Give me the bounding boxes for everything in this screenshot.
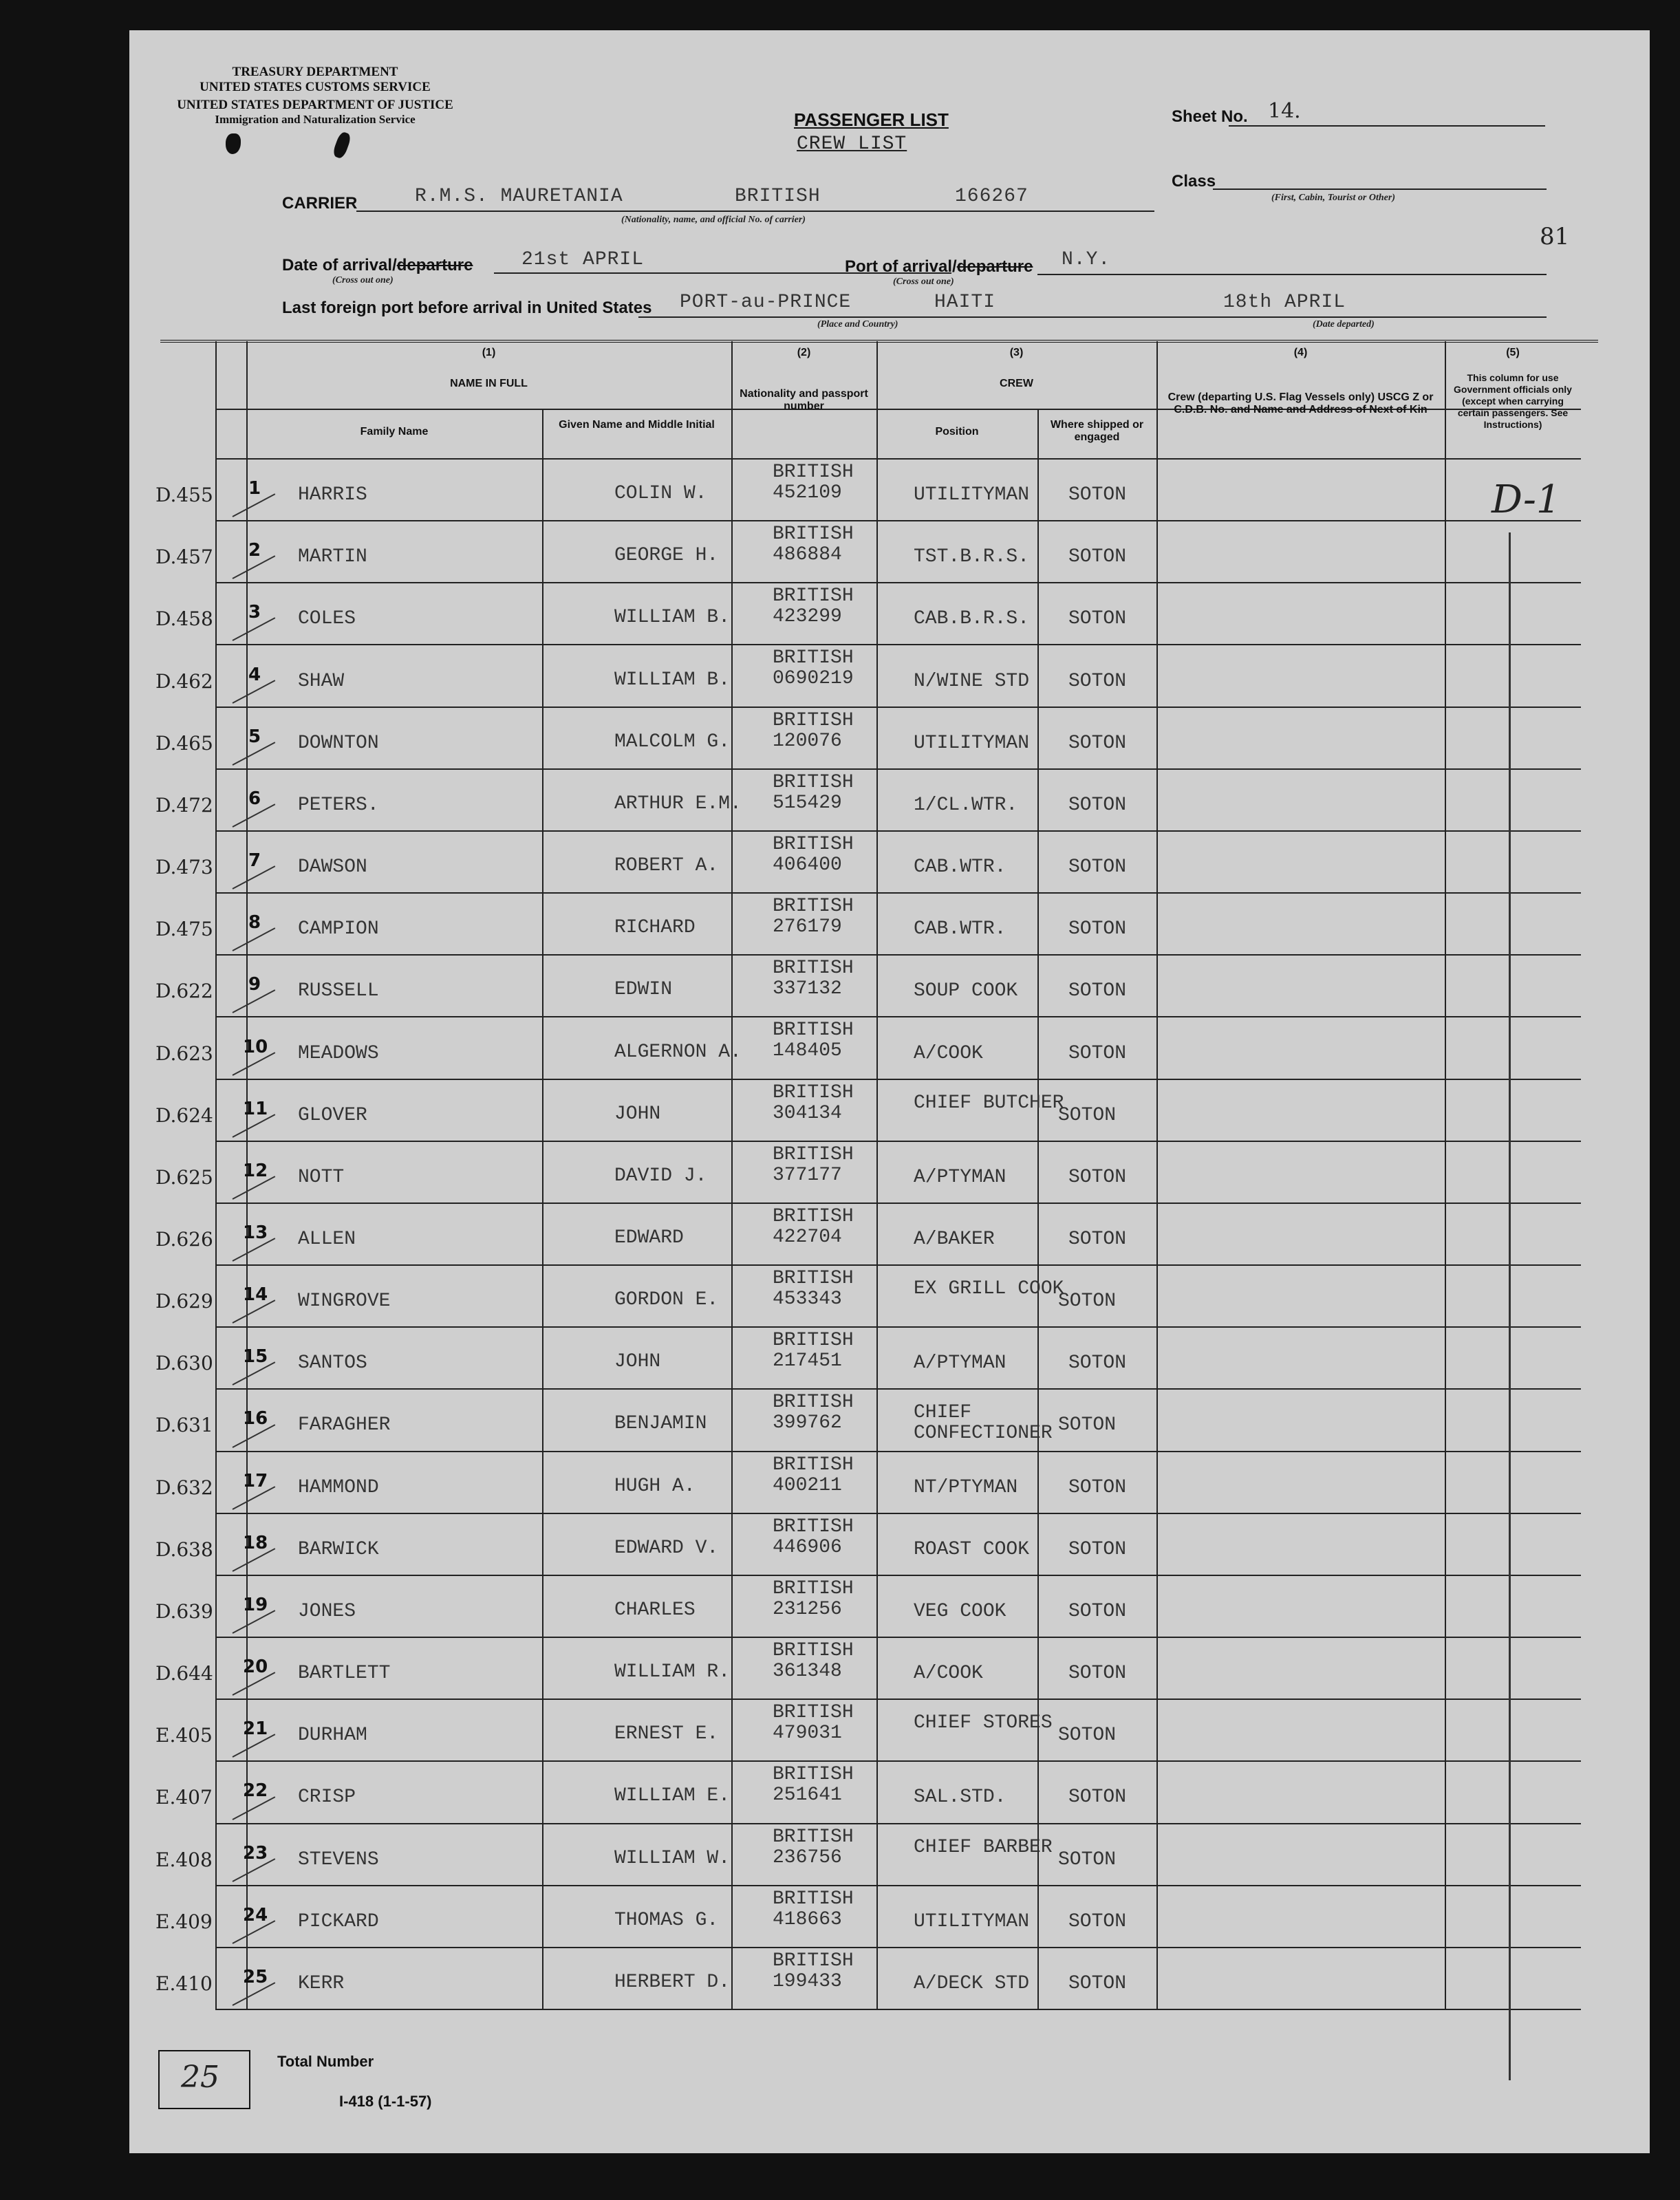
family-name: COLES (298, 608, 356, 629)
nationality: BRITISH (773, 524, 854, 545)
passport-number: 251641 (773, 1784, 842, 1806)
passport-number: 361348 (773, 1661, 842, 1682)
nationality: BRITISH (773, 1454, 854, 1476)
col5-title: This column for use Government officials only (except when carrying certain passengers. See Instructions) (1454, 372, 1572, 430)
crew-position: ROAST COOK (914, 1539, 1030, 1560)
given-name: BENJAMIN (614, 1413, 707, 1434)
family-name: DURHAM (298, 1725, 367, 1746)
given-name: EDWIN (614, 979, 673, 1000)
where-shipped: SOTON (1068, 1352, 1127, 1374)
crew-list-title: CREW LIST (797, 133, 907, 155)
given-name: HUGH A. (614, 1476, 696, 1497)
sheet-no-label: Sheet No. (1172, 107, 1248, 126)
passport-number: 337132 (773, 978, 842, 1000)
row-number: 3 (248, 602, 261, 623)
family-name: NOTT (298, 1167, 345, 1188)
where-shipped: SOTON (1068, 608, 1127, 629)
passport-number: 422704 (773, 1227, 842, 1248)
given-name: THOMAS G. (614, 1910, 719, 1931)
row-reference: E.409 (155, 1910, 213, 1933)
customs-service: UNITED STATES CUSTOMS SERVICE (200, 80, 431, 94)
row-reference: E.410 (155, 1972, 213, 1995)
passport-number: 236756 (773, 1847, 842, 1868)
passenger-list-title: PASSENGER LIST (794, 109, 949, 130)
crew-position: TST.B.R.S. (914, 546, 1030, 568)
row-number: 24 (243, 1905, 268, 1926)
row-reference: D.462 (155, 670, 213, 693)
nationality: BRITISH (773, 1702, 854, 1723)
ins-service: Immigration and Naturalization Service (215, 113, 416, 126)
row-number: 10 (243, 1037, 268, 1057)
given-name: WILLIAM R. (614, 1661, 731, 1683)
where-shipped: SOTON (1068, 980, 1127, 1002)
crew-position: A/COOK (914, 1663, 983, 1684)
row-divider (215, 830, 1581, 832)
where-shipped: SOTON (1068, 918, 1127, 940)
row-number: 16 (243, 1408, 268, 1429)
row-reference: D.465 (155, 732, 213, 755)
passport-number: 217451 (773, 1350, 842, 1372)
row-number: 20 (243, 1657, 268, 1677)
row-reference: D.455 (155, 484, 213, 506)
nationality: BRITISH (773, 958, 854, 979)
form-number: I-418 (1-1-57) (339, 2093, 432, 2110)
passport-number: 452109 (773, 482, 842, 504)
class-hint: (First, Cabin, Tourist or Other) (1271, 193, 1395, 203)
nationality: BRITISH (773, 1082, 854, 1103)
row-reference: D.472 (155, 794, 213, 817)
row-divider (215, 892, 1581, 894)
passport-number: 276179 (773, 916, 842, 938)
where-shipped: SOTON (1058, 1105, 1117, 1126)
nationality: BRITISH (773, 1640, 854, 1661)
crew-position: A/COOK (914, 1043, 983, 1064)
passport-number: 377177 (773, 1165, 842, 1186)
family-name: WINGROVE (298, 1291, 391, 1312)
row-number: 14 (243, 1284, 268, 1305)
where-shipped: SOTON (1068, 1477, 1127, 1498)
row-number: 6 (248, 788, 261, 809)
nationality: BRITISH (773, 1888, 854, 1910)
row-divider (215, 1760, 1581, 1762)
nationality: BRITISH (773, 585, 854, 607)
col2-number: (2) (797, 347, 811, 358)
where-shipped: SOTON (1068, 484, 1127, 506)
row-divider (215, 520, 1581, 521)
row-reference: D.631 (155, 1414, 213, 1436)
crew-position: CHIEF BUTCHER (914, 1092, 1064, 1114)
row-divider (215, 1513, 1581, 1514)
nationality: BRITISH (773, 1020, 854, 1041)
sheet-no-value: 14. (1268, 99, 1301, 123)
row-number: 2 (248, 540, 261, 561)
carrier-hint: (Nationality, name, and official No. of carrier) (621, 215, 806, 225)
row-divider (215, 582, 1581, 583)
carrier-official-no: 166267 (955, 186, 1029, 207)
where-shipped: SOTON (1058, 1725, 1117, 1746)
family-name: CAMPION (298, 918, 379, 940)
nationality: BRITISH (773, 1268, 854, 1289)
crew-position: UTILITYMAN (914, 1911, 1030, 1932)
row-divider (215, 1823, 1581, 1824)
date-departed-hint: (Date departed) (1313, 319, 1375, 330)
date-arrival-hint: (Cross out one) (332, 275, 394, 285)
port-arrival-hint: (Cross out one) (893, 277, 954, 287)
col1-title: NAME IN FULL (450, 378, 528, 389)
annotation-line (1509, 532, 1511, 2080)
given-name: ROBERT A. (614, 855, 719, 876)
row-reference: D.639 (155, 1600, 213, 1623)
col5-number: (5) (1506, 347, 1520, 358)
col-where-shipped: Where shipped or engaged (1050, 419, 1144, 443)
where-shipped: SOTON (1068, 1539, 1127, 1560)
where-shipped: SOTON (1058, 1414, 1117, 1436)
col3-number: (3) (1009, 347, 1024, 358)
row-number: 15 (243, 1346, 268, 1367)
passport-number: 304134 (773, 1103, 842, 1124)
row-reference: D.457 (155, 546, 213, 568)
passport-number: 418663 (773, 1909, 842, 1930)
nationality: BRITISH (773, 647, 854, 669)
given-name: COLIN W. (614, 483, 707, 504)
crew-position: UTILITYMAN (914, 733, 1030, 754)
nationality: BRITISH (773, 1826, 854, 1848)
crew-position: CAB.B.R.S. (914, 608, 1030, 629)
passport-number: 400211 (773, 1475, 842, 1496)
last-port-value: PORT-au-PRINCE (680, 292, 852, 313)
last-port-label: Last foreign port before arrival in United States (282, 299, 652, 317)
where-shipped: SOTON (1068, 856, 1127, 878)
where-shipped: SOTON (1058, 1291, 1117, 1312)
nationality: BRITISH (773, 1392, 854, 1413)
where-shipped: SOTON (1068, 1663, 1127, 1684)
crew-position: A/PTYMAN (914, 1167, 1006, 1188)
family-name: DOWNTON (298, 733, 379, 754)
col-family-name: Family Name (360, 426, 429, 438)
nationality: BRITISH (773, 710, 854, 731)
crew-position: SOUP COOK (914, 980, 1018, 1002)
row-reference: E.405 (155, 1724, 213, 1747)
row-number: 1 (248, 478, 261, 499)
total-value: 25 (181, 2060, 219, 2095)
ink-blot-icon (226, 133, 241, 154)
family-name: SANTOS (298, 1352, 367, 1374)
crew-position: A/DECK STD (914, 1973, 1030, 1994)
where-shipped: SOTON (1068, 1229, 1127, 1250)
given-name: DAVID J. (614, 1165, 707, 1187)
given-name: ARTHUR E.M. (614, 793, 742, 815)
family-name: HARRIS (298, 484, 367, 506)
where-shipped: SOTON (1068, 1167, 1127, 1188)
row-divider (215, 768, 1581, 770)
justice-dept: UNITED STATES DEPARTMENT OF JUSTICE (177, 98, 453, 112)
row-number: 7 (248, 850, 261, 871)
family-name: MARTIN (298, 546, 367, 568)
passport-number: 231256 (773, 1599, 842, 1620)
nationality: BRITISH (773, 1516, 854, 1538)
crew-position: SAL.STD. (914, 1787, 1006, 1808)
row-divider (215, 1885, 1581, 1886)
row-divider (215, 1947, 1581, 1948)
passport-number: 406400 (773, 854, 842, 876)
crew-position: CHIEF STORES (914, 1712, 1053, 1734)
col5-annotation: D-1 (1491, 477, 1561, 522)
row-reference: D.475 (155, 918, 213, 940)
family-name: ALLEN (298, 1229, 356, 1250)
row-number: 8 (248, 912, 261, 933)
row-reference: D.644 (155, 1662, 213, 1685)
row-divider (215, 707, 1581, 708)
class-label: Class (1172, 172, 1216, 191)
row-divider (215, 1141, 1581, 1142)
given-name: ALGERNON A. (614, 1042, 742, 1063)
passport-number: 0690219 (773, 668, 854, 689)
row-reference: D.622 (155, 980, 213, 1002)
family-name: PICKARD (298, 1911, 379, 1932)
row-divider (215, 644, 1581, 645)
given-name: RICHARD (614, 917, 696, 938)
family-name: BARTLETT (298, 1663, 391, 1684)
given-name: JOHN (614, 1351, 661, 1372)
passport-number: 446906 (773, 1537, 842, 1558)
nationality: BRITISH (773, 1950, 854, 1972)
row-divider (215, 1326, 1581, 1328)
given-name: WILLIAM B. (614, 607, 731, 628)
date-arrival-value: 21st APRIL (521, 249, 645, 270)
last-port-country: HAITI (934, 292, 996, 313)
family-name: HAMMOND (298, 1477, 379, 1498)
passport-number: 486884 (773, 544, 842, 565)
carrier-nationality: BRITISH (735, 186, 821, 207)
row-divider (215, 1451, 1581, 1452)
family-name: BARWICK (298, 1539, 379, 1560)
nationality: BRITISH (773, 772, 854, 793)
row-divider (215, 1575, 1581, 1576)
given-name: WILLIAM W. (614, 1848, 731, 1869)
manifest-sheet (129, 30, 1650, 2153)
crew-position: NT/PTYMAN (914, 1477, 1018, 1498)
where-shipped: SOTON (1068, 1601, 1127, 1622)
crew-position: CHIEF CONFECTIONER (914, 1402, 1053, 1444)
total-label: Total Number (277, 2053, 374, 2070)
family-name: GLOVER (298, 1105, 367, 1126)
row-number: 18 (243, 1533, 268, 1553)
row-reference: D.626 (155, 1228, 213, 1251)
passport-number: 399762 (773, 1412, 842, 1434)
given-name: EDWARD V. (614, 1538, 719, 1559)
where-shipped: SOTON (1068, 671, 1127, 692)
treasury-dept: TREASURY DEPARTMENT (232, 65, 398, 79)
row-number: 17 (243, 1471, 268, 1491)
given-name: GEORGE H. (614, 545, 719, 566)
family-name: FARAGHER (298, 1414, 391, 1436)
date-departed-value: 18th APRIL (1223, 292, 1346, 313)
row-reference: E.407 (155, 1786, 213, 1809)
crew-position: UTILITYMAN (914, 484, 1030, 506)
family-name: MEADOWS (298, 1043, 379, 1064)
row-reference: D.625 (155, 1166, 213, 1189)
family-name: STEVENS (298, 1849, 379, 1870)
row-divider (215, 1079, 1581, 1080)
row-reference: D.624 (155, 1104, 213, 1127)
where-shipped: SOTON (1068, 546, 1127, 568)
port-arrival-value: N.Y. (1062, 249, 1111, 270)
page-number: 81 (1540, 223, 1570, 250)
crew-position: A/PTYMAN (914, 1352, 1006, 1374)
row-number: 9 (248, 974, 261, 995)
row-reference: D.629 (155, 1290, 213, 1313)
crew-position: A/BAKER (914, 1229, 995, 1250)
row-divider (215, 1388, 1581, 1390)
where-shipped: SOTON (1068, 1787, 1127, 1808)
row-number: 13 (243, 1222, 268, 1243)
passport-number: 515429 (773, 792, 842, 814)
last-port-hint: (Place and Country) (817, 319, 898, 330)
family-name: KERR (298, 1973, 345, 1994)
family-name: RUSSELL (298, 980, 379, 1002)
family-name: JONES (298, 1601, 356, 1622)
row-divider (215, 1264, 1581, 1266)
passport-number: 148405 (773, 1040, 842, 1061)
given-name: CHARLES (614, 1599, 696, 1621)
where-shipped: SOTON (1068, 1043, 1127, 1064)
nationality: BRITISH (773, 1206, 854, 1227)
col4-number: (4) (1293, 347, 1308, 358)
row-divider (215, 1698, 1581, 1700)
row-reference: D.458 (155, 607, 213, 630)
where-shipped: SOTON (1058, 1849, 1117, 1870)
col4-title: Crew (departing U.S. Flag Vessels only) USCG Z or C.D.B. No. and Name and Address of Next of Kin (1167, 391, 1434, 416)
crew-position: CAB.WTR. (914, 856, 1006, 878)
given-name: WILLIAM E. (614, 1785, 731, 1807)
row-number: 4 (248, 665, 261, 685)
row-divider (215, 1637, 1581, 1638)
col-position: Position (935, 426, 979, 438)
row-number: 25 (243, 1967, 268, 1987)
row-reference: D.630 (155, 1352, 213, 1374)
nationality: BRITISH (773, 834, 854, 855)
family-name: SHAW (298, 671, 345, 692)
nationality: BRITISH (773, 896, 854, 917)
given-name: HERBERT D. (614, 1972, 731, 1993)
nationality: BRITISH (773, 1144, 854, 1165)
nationality: BRITISH (773, 462, 854, 483)
crew-position: CAB.WTR. (914, 918, 1006, 940)
passport-number: 199433 (773, 1971, 842, 1992)
ink-mark-icon (332, 131, 352, 160)
given-name: EDWARD (614, 1227, 684, 1249)
nationality: BRITISH (773, 1578, 854, 1599)
row-reference: D.473 (155, 856, 213, 878)
where-shipped: SOTON (1068, 795, 1127, 816)
row-reference: D.632 (155, 1476, 213, 1499)
family-name: CRISP (298, 1787, 356, 1808)
crew-position: VEG COOK (914, 1601, 1006, 1622)
row-reference: D.623 (155, 1042, 213, 1065)
row-number: 23 (243, 1843, 268, 1864)
passport-number: 453343 (773, 1288, 842, 1310)
col1-number: (1) (482, 347, 496, 358)
carrier-name: R.M.S. MAURETANIA (415, 186, 623, 207)
given-name: ERNEST E. (614, 1723, 719, 1745)
row-number: 19 (243, 1595, 268, 1615)
crew-position: N/WINE STD (914, 671, 1030, 692)
family-name: PETERS. (298, 795, 379, 816)
crew-position: 1/CL.WTR. (914, 795, 1018, 816)
col-given-name: Given Name and Middle Initial (559, 419, 715, 431)
passport-number: 120076 (773, 731, 842, 752)
nationality: BRITISH (773, 1330, 854, 1351)
where-shipped: SOTON (1068, 733, 1127, 754)
given-name: WILLIAM B. (614, 669, 731, 691)
col-nationality: Nationality and passport number (740, 388, 868, 412)
row-number: 5 (248, 726, 261, 747)
row-reference: E.408 (155, 1848, 213, 1871)
row-divider (215, 1203, 1581, 1204)
crew-position: EX GRILL COOK (914, 1278, 1064, 1299)
carrier-label: CARRIER (282, 194, 358, 213)
passport-number: 423299 (773, 606, 842, 627)
given-name: JOHN (614, 1103, 661, 1125)
given-name: MALCOLM G. (614, 731, 731, 753)
row-divider (215, 954, 1581, 956)
col-crew: CREW (1000, 378, 1033, 389)
where-shipped: SOTON (1068, 1911, 1127, 1932)
row-number: 11 (243, 1099, 268, 1119)
row-number: 21 (243, 1718, 268, 1739)
port-arrival-label: Port of arrival/departure (845, 257, 1033, 276)
given-name: GORDON E. (614, 1289, 719, 1311)
nationality: BRITISH (773, 1764, 854, 1785)
family-name: DAWSON (298, 856, 367, 878)
where-shipped: SOTON (1068, 1973, 1127, 1994)
row-number: 22 (243, 1780, 268, 1801)
row-divider (215, 1016, 1581, 1017)
passport-number: 479031 (773, 1723, 842, 1744)
row-number: 12 (243, 1161, 268, 1181)
crew-position: CHIEF BARBER (914, 1837, 1053, 1858)
date-arrival-label: Date of arrival/departure (282, 256, 473, 274)
row-reference: D.638 (155, 1538, 213, 1561)
